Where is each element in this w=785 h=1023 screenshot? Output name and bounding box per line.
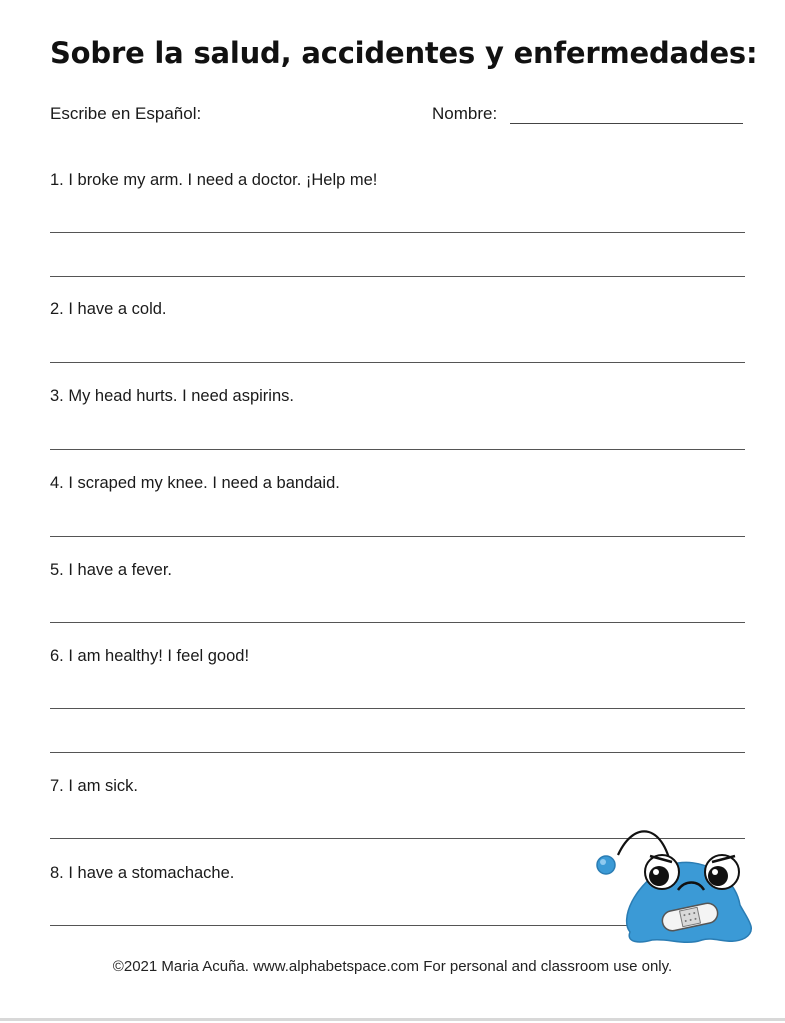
- question-5: 5. I have a fever.: [50, 561, 172, 579]
- answer-line-6a[interactable]: [50, 708, 745, 709]
- answer-line-1a[interactable]: [50, 232, 745, 233]
- page-bottom-divider: [0, 1018, 785, 1021]
- page-title: Sobre la salud, accidentes y enfermedades:: [50, 36, 758, 70]
- answer-line-6b[interactable]: [50, 752, 745, 753]
- name-label: Nombre:: [432, 104, 498, 123]
- answer-line-2[interactable]: [50, 362, 745, 363]
- answer-line-4[interactable]: [50, 536, 745, 537]
- question-7: 7. I am sick.: [50, 777, 139, 795]
- answer-line-5[interactable]: [50, 622, 745, 623]
- question-1: 1. I broke my arm. I need a doctor. ¡Help me!: [50, 171, 378, 189]
- question-4: 4. I scraped my knee. I need a bandaid.: [50, 474, 340, 492]
- answer-line-8[interactable]: [50, 925, 630, 926]
- answer-line-1b[interactable]: [50, 276, 745, 277]
- sad-monster-icon: [590, 820, 760, 950]
- copyright-footer: ©2021 Maria Acuña. www.alphabetspace.com For personal and classroom use only.: [112, 958, 673, 975]
- instructions-label: Escribe en Español:: [50, 104, 202, 123]
- answer-line-3[interactable]: [50, 449, 745, 450]
- question-6: 6. I am healthy! I feel good!: [50, 647, 250, 665]
- question-2: 2. I have a cold.: [50, 300, 167, 318]
- question-8: 8. I have a stomachache.: [50, 864, 235, 882]
- question-3: 3. My head hurts. I need aspirins.: [50, 387, 294, 405]
- name-answer-line[interactable]: [510, 123, 743, 124]
